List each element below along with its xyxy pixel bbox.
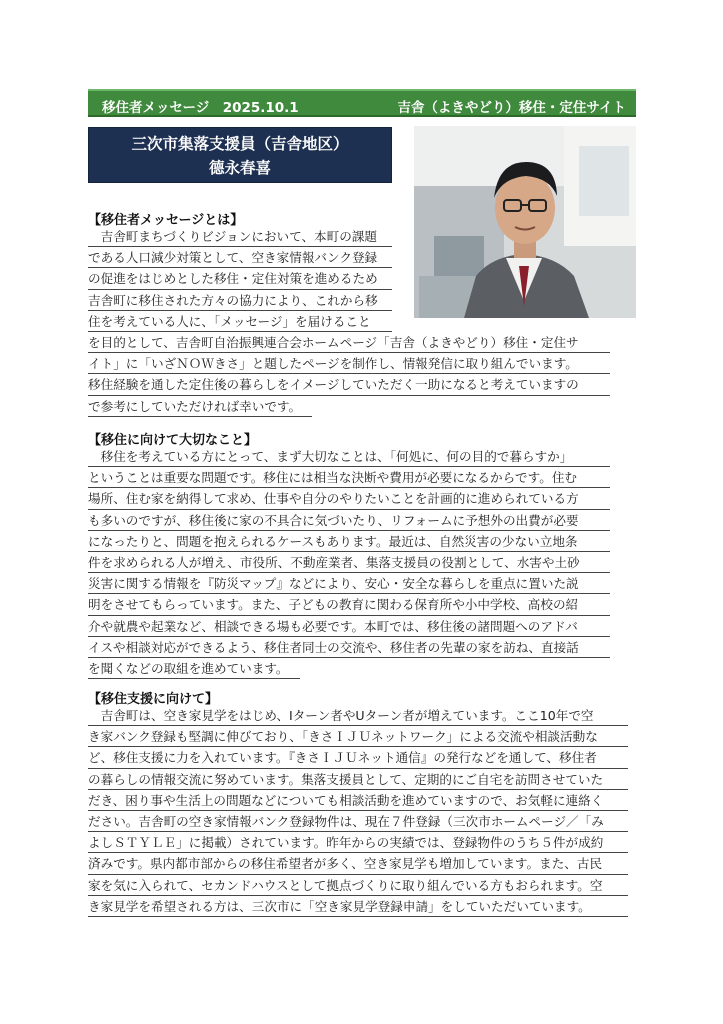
text-line: ど、移住支援に力を入れています。『きさＩＪＵネット通信』の発行などを通して、移住者 [88,748,628,768]
text-line: 済みです。県内都市部からの移住希望者が多く、空き家見学も増加しています。また、古民 [88,854,628,874]
text-line: 移住を考えている方にとって、まず大切なことは、「何処に、何の目的で暮らすか」 [88,447,610,467]
section-heading-message: 【移住者メッセージとは】 [88,213,244,228]
text-line: ださい。吉舎町の空き家情報バンク登録物件は、現在７件登録（三次市ホームページ／「み [88,812,628,832]
text-line: を目的として、吉舎町自治振興連合会ホームページ「吉舎（よきやどり）移住・定住サ [88,333,610,353]
text-line: 吉舎町に移住された方々の協力により、これから移 [88,291,392,311]
text-line: 吉舎町まちづくりビジョンにおいて、本町の課題 [88,227,392,247]
text-line: 家を気に入られて、セカンドハウスとして拠点づくりに取り組んでいる方もおられます。空 [88,876,628,896]
header-site-title: 吉舎（よきやどり）移住・定住サイト [397,100,626,116]
text-line: も多いのですが、移住後に家の不具合に気づいたり、リフォームに予想外の出費が必要 [88,511,610,531]
section-body-support [88,706,628,918]
text-line: き家バンク登録も堅調に伸びており、「きさＩＪＵネットワーク」による交流や相談活動な [88,727,628,747]
header-left-text: 移住者メッセージ 2025.10.1 [102,100,299,116]
text-line: だき、困り事や生活上の問題などについても相談活動を進めていますので、お気軽に連絡く [88,791,628,811]
text-line: 住を考えている人に、「メッセージ」を届けること [88,312,392,332]
text-line: 介や就農や起業など、相談できる場も必要です。本町では、移住後の諸問題へのアドバ [88,617,610,637]
text-line: ということは重要な問題です。移住には相当な決断や費用が必要になるからです。住む [88,468,610,488]
text-line: である人口減少対策として、空き家情報バンク登録 [88,248,392,268]
text-line: になったりと、問題を抱えられるケースもあります。最近は、自然災害の少ない立地条 [88,532,610,552]
header-banner [88,89,636,117]
text-line: の暮らしの情報交流に努めています。集落支援員として、定期的にご自宅を訪問させていた [88,770,628,790]
text-line: 明をさせてもらっています。また、子どもの教育に関わる保育所や小中学校、高校の紹 [88,595,610,615]
text-line: イト」に「いざＮＯＷきさ」と題したページを制作し、情報発信に取り組んでいます。 [88,354,610,374]
text-line: 件を求められる人が増え、市役所、不動産業者、集落支援員の役割として、水害や土砂 [88,553,610,573]
text-line: 災害に関する情報を『防災マップ』などにより、安心・安全な暮らしを重点に置いた説 [88,574,610,594]
section-heading-important: 【移住に向けて大切なこと】 [88,433,258,448]
text-line: を聞くなどの取組を進めています。 [88,659,300,679]
text-line: 吉舎町は、空き家見学をはじめ、Iターン者やUターン者が増えています。ここ10年で空 [88,706,628,726]
text-line: 場所、住む家を納得して求め、仕事や自分のやりたいことを計画的に進められている方 [88,489,610,509]
person-name: 德永春喜 [208,159,271,177]
section-body-message [88,227,610,418]
person-title: 三次市集落支援員（吉舎地区） [131,135,349,153]
text-line: で参考にしていただければ幸いです。 [88,397,312,417]
section-heading-support: 【移住支援に向けて】 [88,692,219,707]
text-line: の促進をはじめとした移住・定住対策を進めるため [88,269,392,289]
text-line: イスや相談対応ができるよう、移住者同士の交流や、移住者の先輩の家を訪ね、直接話 [88,638,610,658]
section-body-important [88,447,610,680]
text-line: よしＳＴＹＬＥ」に掲載）されています。昨年からの実績では、登録物件のうち５件が成約 [88,833,628,853]
text-line: 移住経験を通した定住後の暮らしをイメージしていただく一助になると考えていますの [88,375,610,395]
text-line: き家見学を希望される方は、三次市に「空き家見学登録申請」をしていただいています。 [88,897,628,917]
person-name-box [88,127,392,183]
